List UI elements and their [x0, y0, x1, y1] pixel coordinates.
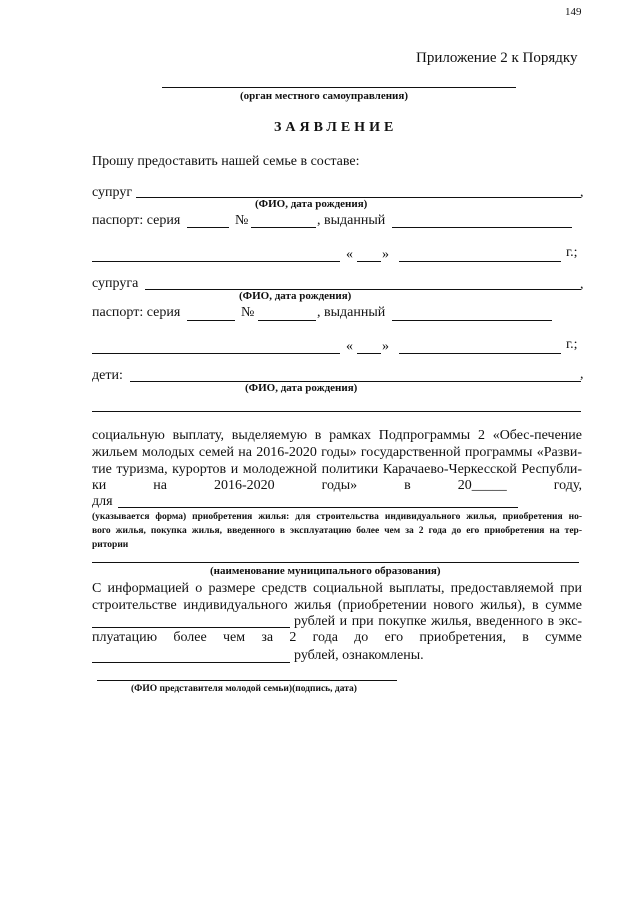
paragraph2-line2: строительстве индивидуального жилья (приобретении нового жилья), в сумме: [92, 598, 582, 613]
wife-passport-label: паспорт: серия: [92, 305, 181, 320]
request-intro: Прошу предоставить нашей семье в составе:: [92, 154, 360, 169]
paragraph2-line3: рублей и при покупке жилья, введенного в экс-: [294, 614, 582, 629]
document-title: ЗАЯВЛЕНИЕ: [274, 120, 398, 135]
word: в: [404, 478, 411, 493]
wife-issued-line[interactable]: [392, 320, 552, 321]
wife-label: супруга: [92, 276, 139, 291]
word: года: [312, 630, 338, 645]
word: году,: [553, 478, 582, 493]
year-field[interactable]: 20_____: [457, 478, 507, 493]
amount1-line[interactable]: [92, 627, 290, 628]
word: в: [522, 630, 529, 645]
wife-issued: , выданный: [317, 305, 386, 320]
authority-line[interactable]: [162, 87, 516, 88]
appendix-reference: Приложение 2 к Порядку: [416, 50, 578, 66]
wife-number-line[interactable]: [258, 320, 316, 321]
husband-passport-label: паспорт: серия: [92, 213, 181, 228]
word: приобретения,: [419, 630, 506, 645]
paragraph1-line4: [92, 478, 582, 494]
signature-line[interactable]: [97, 680, 397, 681]
word: годы»: [321, 478, 358, 493]
husband-issued: , выданный: [317, 213, 386, 228]
word: 2016-2020: [213, 478, 275, 493]
husband-number-sign: №: [235, 213, 249, 228]
page-number: 149: [565, 6, 582, 18]
amount2-line[interactable]: [92, 662, 290, 663]
husband-label: супруг: [92, 185, 133, 200]
purpose-note-line1: (указывается форма) приобретения жилья: для строительства индивидуального жилья, приобретения но-: [92, 512, 582, 522]
purpose-line[interactable]: [118, 507, 518, 508]
trailing-comma: ,: [580, 185, 584, 200]
signature-caption: (ФИО представителя молодой семьи)(подпись, дата): [131, 684, 357, 694]
husband-month-line[interactable]: [399, 261, 561, 262]
wife-fio-line[interactable]: [145, 289, 581, 290]
children-label: дети:: [92, 368, 123, 383]
husband-date-close: »: [382, 247, 389, 262]
word: на: [153, 478, 167, 493]
husband-issued-line[interactable]: [392, 227, 572, 228]
paragraph2-line4: [92, 630, 582, 646]
authority-caption: (орган местного самоуправления): [240, 90, 409, 102]
trailing-comma: ,: [580, 277, 584, 292]
husband-year-suffix: г.;: [566, 245, 578, 260]
word: до: [354, 630, 369, 645]
wife-series-line[interactable]: [187, 320, 235, 321]
children-fio-caption: (ФИО, дата рождения): [245, 382, 358, 394]
word: его: [384, 630, 404, 645]
word: чем: [222, 630, 246, 645]
word: ки: [92, 478, 107, 493]
paragraph2-line5: рублей, ознакомлены.: [294, 648, 424, 663]
wife-date-close: »: [382, 339, 389, 354]
paragraph1-line3: тие туризма, курортов и молодежной политики Карачаево-Черкесской Республи-: [92, 462, 582, 477]
purpose-note-line2: вого жилья, покупка жилья, введенного в эксплуатацию более чем за 2 года до его приобретения на тер-: [92, 526, 582, 536]
word: сумме: [545, 630, 582, 645]
husband-date-open: «: [346, 247, 353, 262]
paragraph1-line5: для: [92, 494, 113, 509]
word: за: [261, 630, 274, 645]
paragraph1-line2: жильем молодых семей на 2016-2020 годы» государственной программы «Разви-: [92, 445, 582, 460]
word: плуатацию: [92, 630, 158, 645]
children-extra-line[interactable]: [92, 411, 581, 412]
municipality-line[interactable]: [92, 562, 579, 563]
wife-day-line[interactable]: [357, 353, 381, 354]
husband-number-line[interactable]: [251, 227, 316, 228]
word: более: [173, 630, 207, 645]
wife-year-suffix: г.;: [566, 337, 578, 352]
wife-date-open: «: [346, 339, 353, 354]
wife-month-line[interactable]: [399, 353, 561, 354]
husband-fio-caption: (ФИО, дата рождения): [255, 198, 368, 210]
purpose-note-line3: ритории: [92, 540, 129, 550]
municipality-caption: (наименование муниципального образования): [210, 565, 441, 577]
husband-day-line[interactable]: [357, 261, 381, 262]
paragraph1-line1: социальную выплату, выделяемую в рамках Подпрограммы 2 «Обес-печение: [92, 428, 582, 443]
husband-series-line[interactable]: [187, 227, 229, 228]
wife-fio-caption: (ФИО, дата рождения): [239, 290, 352, 302]
trailing-comma: ,: [580, 367, 584, 382]
wife-number-sign: №: [241, 305, 255, 320]
husband-issuer-line[interactable]: [92, 261, 340, 262]
word: 2: [289, 630, 297, 645]
paragraph2-line1: С информацией о размере средств социальной выплаты, предоставляемой при: [92, 581, 582, 596]
wife-issuer-line[interactable]: [92, 353, 340, 354]
